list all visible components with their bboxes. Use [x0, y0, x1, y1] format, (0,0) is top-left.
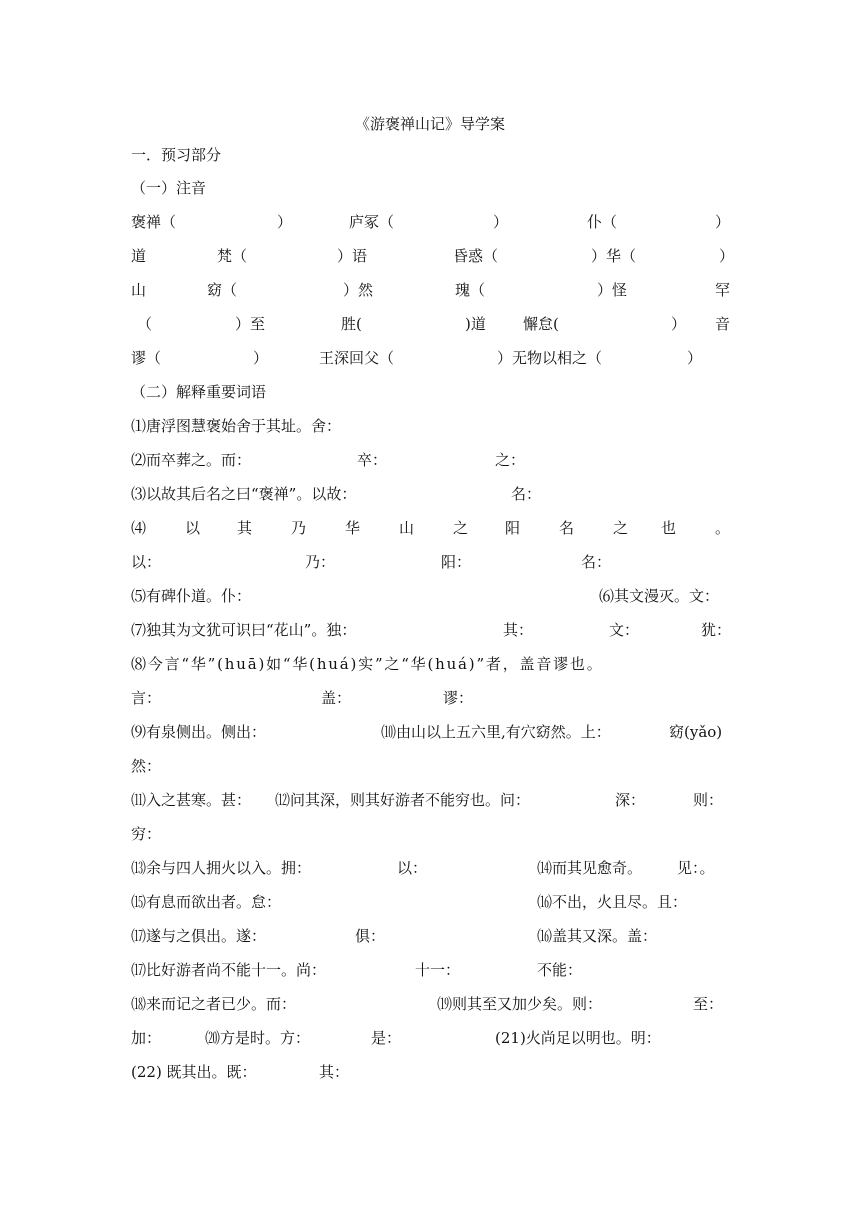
subsection-zhuyin: （一）注音 [131, 179, 207, 197]
vocab-text: 阳： [441, 553, 472, 571]
zhuyin-item: ） [719, 247, 735, 265]
zhuyin-item: ）然 [343, 281, 374, 299]
zhuyin-item: ）至 [235, 315, 266, 333]
vocab-text: 其： [319, 1063, 350, 1081]
zhuyin-item: ）华（ [591, 247, 637, 265]
vocab-char: 以 [185, 519, 201, 537]
vocab-char: 名 [559, 519, 575, 537]
vocab-text: ⒁而其见愈奇。 [537, 859, 643, 877]
vocab-text: ⒃不出，火且尽。且： [537, 893, 688, 911]
vocab-text: ⒄比好游者尚不能十一。尚： [131, 961, 327, 979]
vocab-text: ⑻今言“华”(huā)如“华(huá)实”之“华(huá)”者，盖音谬也。 [131, 655, 604, 673]
vocab-text: ⑽由山以上五六里,有穴窈然。上： [381, 723, 611, 741]
vocab-line [131, 516, 731, 540]
vocab-text: 谬： [443, 689, 474, 707]
vocab-text: 至： [693, 995, 724, 1013]
vocab-line [131, 856, 731, 880]
zhuyin-item: 王深回父（ [319, 349, 395, 367]
vocab-text: 之： [495, 451, 526, 469]
vocab-line [131, 992, 731, 1016]
vocab-line [131, 788, 731, 812]
vocab-text: (21)火尚足以明也。明： [495, 1029, 661, 1047]
vocab-char: 阳 [505, 519, 521, 537]
vocab-text: ⑵而卒葬之。而： [131, 451, 252, 469]
zhuyin-item: 音 [715, 315, 731, 333]
vocab-char: 山 [399, 519, 415, 537]
vocab-line [131, 1060, 731, 1084]
zhuyin-item: ）语 [337, 247, 368, 265]
zhuyin-row [131, 346, 731, 370]
vocab-char: 其 [237, 519, 253, 537]
vocab-line [131, 482, 731, 506]
vocab-line [131, 618, 731, 642]
zhuyin-item: ） [671, 315, 687, 333]
zhuyin-item: 窈（ [207, 281, 238, 299]
zhuyin-item: 瑰（ [455, 281, 486, 299]
vocab-text: ⒀余与四人拥火以入。拥： [131, 859, 312, 877]
vocab-text: ⒅来而记之者已少。而： [131, 995, 297, 1013]
zhuyin-item: 梵（ [217, 247, 248, 265]
zhuyin-item: ） [277, 213, 293, 231]
subsection-vocab: （二）解释重要词语 [131, 383, 267, 401]
vocab-text: ⑶以故其后名之曰“褒禅”。以故： [131, 485, 357, 503]
zhuyin-item: 谬（ [131, 349, 162, 367]
zhuyin-item: （ [137, 315, 153, 333]
vocab-line [131, 550, 731, 574]
subsection-heading [131, 176, 731, 200]
zhuyin-item: 昏惑（ [453, 247, 499, 265]
vocab-line [131, 754, 731, 778]
vocab-text: 盖： [321, 689, 352, 707]
vocab-text: 见：。 [677, 859, 715, 877]
vocab-text: 乃： [305, 553, 336, 571]
vocab-text: ⒆则其至又加少矣。则： [437, 995, 603, 1013]
vocab-char: 之 [453, 519, 469, 537]
zhuyin-item: 褒禅（ [131, 213, 177, 231]
zhuyin-row [131, 278, 731, 302]
vocab-text: ⒃盖其又深。盖： [537, 927, 658, 945]
vocab-char: 也 [661, 519, 677, 537]
vocab-line [131, 890, 731, 914]
vocab-line [131, 958, 731, 982]
vocab-line [131, 924, 731, 948]
zhuyin-item: 山 [131, 281, 147, 299]
zhuyin-item: ） [715, 213, 731, 231]
vocab-text: ⑺独其为文犹可识曰“花山”。独： [131, 621, 357, 639]
vocab-text: 其： [503, 621, 534, 639]
zhuyin-item: 胜( [341, 315, 362, 333]
vocab-text: ⑾入之甚寒。甚： [131, 791, 252, 809]
zhuyin-row [131, 244, 735, 268]
vocab-line [131, 414, 731, 438]
zhuyin-item: 罕 [715, 281, 731, 299]
vocab-text: 以： [397, 859, 428, 877]
section-heading [131, 143, 731, 167]
vocab-text: 俱： [355, 927, 386, 945]
vocab-char: ⑷ [131, 519, 147, 537]
vocab-text: ⒄遂与之俱出。遂： [131, 927, 267, 945]
vocab-text: 然： [131, 757, 162, 775]
vocab-line [131, 448, 731, 472]
vocab-text: ⑴唐浮图慧褒始舍于其址。舍： [131, 417, 342, 435]
vocab-text: ⒂有息而欲出者。怠： [131, 893, 282, 911]
vocab-text: ⑿问其深，则其好游者不能穷也。问： [275, 791, 531, 809]
vocab-text: ⑹其文漫灭。文： [599, 587, 720, 605]
zhuyin-row [131, 210, 731, 234]
zhuyin-item: ） [253, 349, 269, 367]
vocab-char: 乃 [291, 519, 307, 537]
vocab-text: 穷： [131, 825, 162, 843]
section-preview: 一．预习部分 [131, 146, 222, 164]
vocab-text: 名： [511, 485, 542, 503]
vocab-text: 加： [131, 1029, 162, 1047]
vocab-text: 文： [609, 621, 640, 639]
vocab-text: 犹： [701, 621, 732, 639]
subsection-heading [131, 380, 731, 404]
vocab-text: ⑸有碑仆道。仆： [131, 587, 252, 605]
vocab-line [131, 822, 731, 846]
vocab-char: 华 [345, 519, 361, 537]
vocab-line [131, 1026, 731, 1050]
document-title: 《游褒禅山记》导学案 [354, 115, 505, 133]
zhuyin-item: ）怪 [597, 281, 628, 299]
vocab-line [131, 720, 731, 744]
vocab-text: ⒇方是时。方： [205, 1029, 311, 1047]
zhuyin-item: )道 [465, 315, 486, 333]
vocab-text: ⑼有泉侧出。侧出： [131, 723, 267, 741]
vocab-text: 窈(yǎo) [669, 723, 723, 741]
vocab-text: 则： [693, 791, 724, 809]
vocab-text: (22) 既其出。既： [131, 1063, 257, 1081]
zhuyin-item: ） [493, 213, 509, 231]
vocab-text: 是： [371, 1029, 402, 1047]
vocab-text: 不能： [537, 961, 583, 979]
vocab-text: 言： [131, 689, 162, 707]
vocab-char: 。 [715, 519, 731, 537]
vocab-line [131, 652, 731, 676]
zhuyin-item: 仆（ [587, 213, 618, 231]
zhuyin-item: 庐冢（ [349, 213, 395, 231]
zhuyin-row [131, 312, 731, 336]
vocab-text: 以： [131, 553, 162, 571]
vocab-text: 卒： [357, 451, 388, 469]
vocab-text: 十一： [415, 961, 461, 979]
zhuyin-item: ）无物以相之（ [497, 349, 603, 367]
vocab-line [131, 584, 731, 608]
vocab-char: 之 [613, 519, 629, 537]
vocab-text: 名： [581, 553, 612, 571]
vocab-text: 深： [615, 791, 646, 809]
zhuyin-item: 懈怠( [523, 315, 559, 333]
zhuyin-item: ） [687, 349, 703, 367]
vocab-line [131, 686, 731, 710]
zhuyin-item: 道 [131, 247, 147, 265]
